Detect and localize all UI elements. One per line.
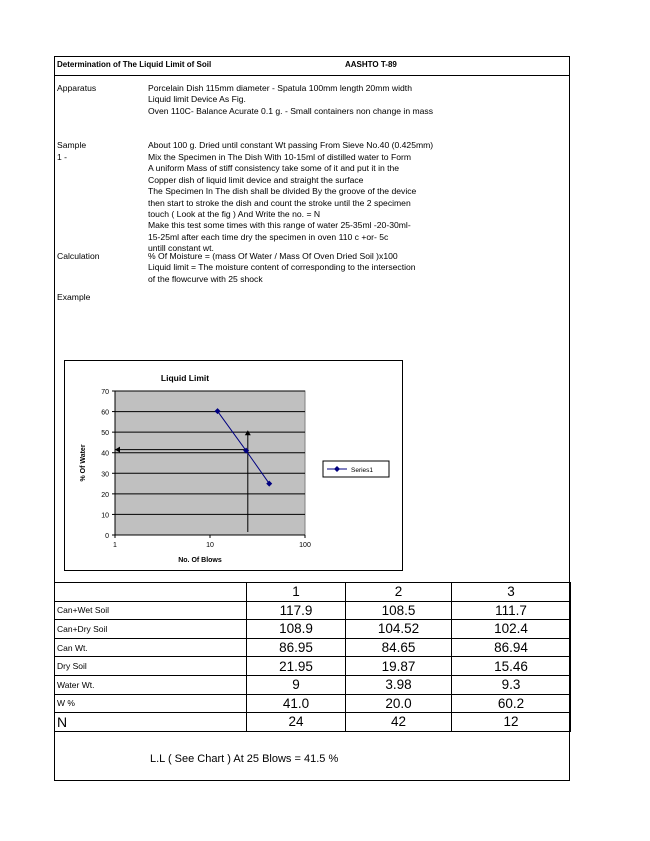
table-cell: 24: [247, 713, 346, 732]
x-tick-label: 1: [113, 542, 117, 549]
chart-canvas: [65, 361, 402, 570]
y-tick-label: 70: [101, 389, 109, 396]
table-cell: 9.3: [452, 675, 571, 694]
section-text-line: of the flowcurve with 25 shock: [148, 273, 263, 284]
y-tick-label: 50: [101, 430, 109, 438]
table-cell: 3.98: [346, 675, 452, 694]
table-cell: 12: [452, 713, 571, 732]
section-text-line: Porcelain Dish 115mm diameter - Spatula 100mm length 20mm width: [148, 83, 412, 93]
table-cell: 86.94: [452, 638, 571, 657]
section-text-line: Mix the Specimen in The Dish With 10-15ml of distilled water to Form: [148, 152, 412, 162]
table-row: [55, 675, 571, 694]
section-text-line: About 100 g. Dried until constant Wt passing From Sieve No.40 (0.425mm): [148, 140, 434, 150]
table-cell: 19.87: [346, 657, 452, 676]
table-cell: 84.65: [346, 638, 452, 657]
table-row: [55, 620, 571, 639]
row-label: N: [55, 713, 247, 732]
results-table: [54, 582, 571, 732]
y-tick-label: 10: [101, 512, 109, 520]
y-tick-label: 60: [101, 409, 109, 417]
table-cell: 15.46: [452, 657, 571, 676]
y-tick-label: 30: [101, 471, 109, 479]
section-label: Sample: [57, 140, 87, 150]
table-cell: 108.9: [247, 620, 346, 639]
y-tick-label: 40: [101, 450, 109, 458]
sheet-header: [55, 57, 569, 76]
section-text-line: Liquid limit = The moisture content of corresponding to the intersection: [148, 262, 416, 273]
section-label: 1 -: [57, 152, 68, 162]
x-axis-label: No. Of Blows: [178, 557, 222, 564]
sheet-title: Determination of The Liquid Limit of Soil: [57, 60, 212, 69]
table-cell: 21.95: [247, 657, 346, 676]
row-label: Can+Dry Soil: [55, 620, 247, 639]
section-text-line: A uniform Mass of stiff consistency take some of it and put it in the: [148, 163, 400, 174]
section-label: Apparatus: [57, 83, 97, 93]
x-tick-label: 10: [206, 542, 214, 549]
table-cell: 42: [346, 713, 452, 732]
y-tick-label: 20: [101, 491, 109, 499]
section-text-line: Make this test some times with this range of water 25-35ml -20-30ml-: [148, 220, 411, 231]
section-text-line: Liquid limit Device As Fig.: [148, 94, 246, 105]
table-row: [55, 638, 571, 657]
table-row: [55, 601, 571, 620]
section-text-line: touch ( Look at the fig ) And Write the no. = N: [148, 209, 321, 219]
table-cell: 111.7: [452, 601, 571, 620]
table-header-cell: 1: [247, 583, 346, 602]
result-footer: [55, 752, 569, 781]
legend-label: Series1: [351, 467, 374, 474]
table-cell: 86.95: [247, 638, 346, 657]
row-label: Dry Soil: [55, 657, 247, 676]
section-text-line: 15-25ml after each time dry the specimen in oven 110 c +or- 5c: [148, 231, 389, 242]
y-axis-label: % Of Water: [80, 444, 87, 482]
liquid-limit-result: L.L ( See Chart ) At 25 Blows = 41.5 %: [150, 753, 339, 765]
table-header-cell: [55, 583, 247, 602]
standard-code: AASHTO T-89: [345, 60, 397, 69]
chart-title: Liquid Limit: [160, 373, 210, 383]
table-header-row: [55, 583, 571, 602]
section-text-line: The Specimen In The dish shall be divided By the groove of the device: [148, 186, 417, 197]
section-text-line: untill constant wt.: [148, 243, 214, 254]
section-text-line: Oven 110C- Balance Acurate 0.1 g. - Small containers non change in mass: [148, 105, 434, 116]
plot-area: [115, 391, 305, 535]
table-cell: 108.5: [346, 601, 452, 620]
table-header-cell: 3: [452, 583, 571, 602]
x-tick-label: 100: [299, 542, 311, 549]
table-cell: 104.52: [346, 620, 452, 639]
liquid-limit-chart: [64, 360, 403, 571]
table-row: [55, 713, 571, 732]
liquid-limit-sheet: [54, 56, 570, 781]
table-cell: 41.0: [247, 694, 346, 713]
row-label: Can Wt.: [55, 638, 247, 657]
table-row: [55, 694, 571, 713]
table-cell: 20.0: [346, 694, 452, 713]
table-row: [55, 657, 571, 676]
section-label: Example: [57, 292, 91, 302]
section-text-line: % Of Moisture = (mass Of Water / Mass Of Oven Dried Soil )x100: [148, 251, 398, 261]
section-text-line: Copper dish of liquid limit device and straight the surface: [148, 174, 364, 185]
table-header-cell: 2: [346, 583, 452, 602]
row-label: Can+Wet Soil: [55, 601, 247, 620]
row-label: Water Wt.: [55, 675, 247, 694]
table-cell: 117.9: [247, 601, 346, 620]
table-cell: 60.2: [452, 694, 571, 713]
y-tick-label: 0: [105, 533, 109, 540]
table-cell: 102.4: [452, 620, 571, 639]
table-cell: 9: [247, 675, 346, 694]
row-label: W %: [55, 694, 247, 713]
section-text-line: then start to stroke the dish and count the stroke until the 2 specimen: [148, 197, 411, 208]
section-label: Calculation: [57, 251, 100, 261]
